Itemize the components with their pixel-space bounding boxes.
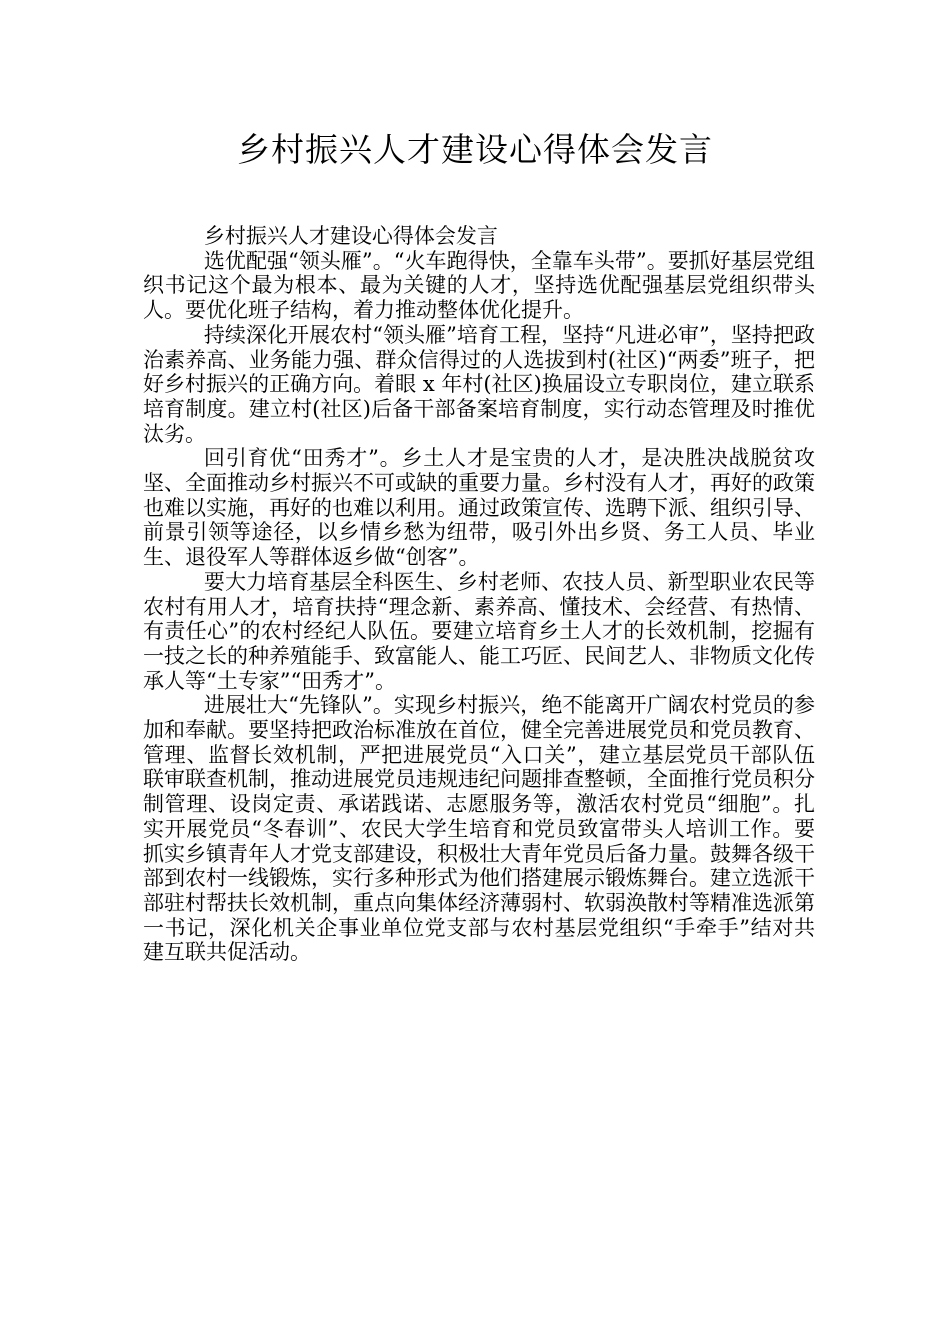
paragraph-heading: 乡村振兴人才建设心得体会发言 — [203, 224, 498, 248]
document-title: 乡村振兴人才建设心得体会发言 — [237, 130, 713, 169]
paragraph: 回引育优“田秀才”。乡土人才是宝贵的人才，是决胜决战脱贫攻坚、全面推动乡村振兴不可或缺的重要力量。乡村没有人才，再好的政策也难以实施，再好的也难以利用。通过政策宣传、选聘下派、组织引导、前景引领等途径，以乡情乡愁为纽带，吸引外出乡贤、务工人员、毕业生、退役军人等群体返乡做“创客”。 — [143, 446, 815, 570]
document-body — [143, 224, 815, 965]
paragraph: 选优配强“领头雁”。“火车跑得快，全靠车头带”。要抓好基层党组织书记这个最为根本、最为关键的人才，坚持选优配强基层党组织带头人。要优化班子结构，着力推动整体优化提升。 — [143, 248, 815, 323]
paragraph: 要大力培育基层全科医生、乡村老师、农技人员、新型职业农民等农村有用人才，培育扶持“理念新、素养高、懂技术、会经营、有热情、有责任心”的农村经纪人队伍。要建立培育乡土人才的长效机制，挖掘有一技之长的种养殖能手、致富能人、能工巧匠、民间艺人、非物质文化传承人等“土专家”“田秀才”。 — [143, 569, 815, 693]
paragraph: 进展壮大“先锋队”。实现乡村振兴，绝不能离开广阔农村党员的参加和奉献。要坚持把政治标准放在首位，健全完善进展党员和党员教育、管理、监督长效机制，严把进展党员“入口关”，建立基层党员干部队伍联审联查机制，推动进展党员违规违纪问题排查整顿，全面推行党员积分制管理、设岗定责、承诺践诺、志愿服务等，激活农村党员“细胞”。扎实开展党员“冬春训”、农民大学生培育和党员致富带头人培训工作。要抓实乡镇青年人才党支部建设，积极壮大青年党员后备力量。鼓舞各级干部到农村一线锻炼，实行多种形式为他们搭建展示锻炼舞台。建立选派干部驻村帮扶长效机制，重点向集体经济薄弱村、软弱涣散村等精准选派第一书记，深化机关企事业单位党支部与农村基层党组织“手牵手”结对共建互联共促活动。 — [143, 693, 815, 965]
paragraph: 持续深化开展农村“领头雁”培育工程，坚持“凡进必审”，坚持把政治素养高、业务能力强、群众信得过的人选拔到村(社区)“两委”班子，把好乡村振兴的正确方向。着眼 x 年村(社区)换届设立专职岗位，建立联系培育制度。建立村(社区)后备干部备案培育制度，实行动态管理及时推优汰劣。 — [143, 322, 815, 446]
